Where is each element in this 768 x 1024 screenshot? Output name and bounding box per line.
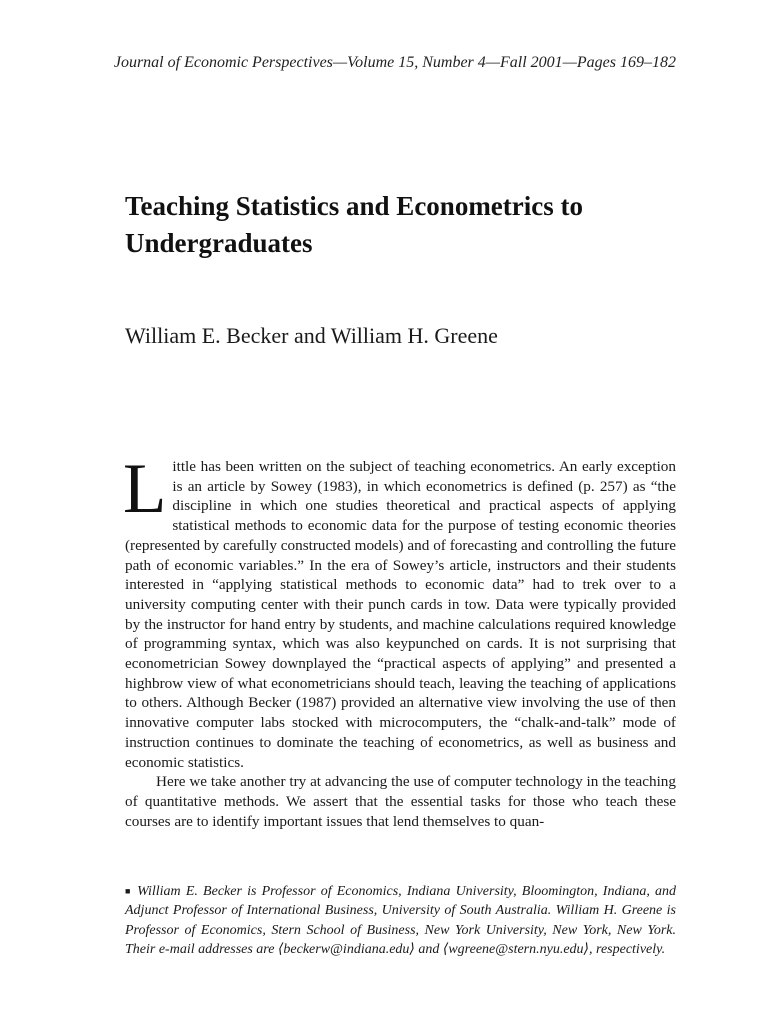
body-paragraph-2: Here we take another try at advancing the use of computer technology in the teaching of quantitative methods. We assert that the essential tasks for those who teach these courses are to identify important issues that lend themselves to quan- [125,773,676,830]
author-footnote [125,882,676,960]
body-paragraph-1-text: ittle has been written on the subject of teaching econometrics. An early exception is an article by Sowey (1983), in which econometrics is defined (p. 257) as “the discipline in which one studies theoretical and practical aspects of applying statistical methods to economic data for the purpose of testing economic theories (represented by carefully constructed models) and of forecasting and controlling the future path of economic variables.” In the era of Sowey’s article, instructors and their students interested in “applying statistical methods to economic data” had to trek over to a university computing center with their punch cards in tow. Data were typically provided by the instructor for hand entry by students, and machine calculations required knowledge of programming syntax, which was also keypunched on cards. It is not surprising that econometrician Sowey downplayed the “practical aspects of applying” and presented a highbrow view of what econometricians should teach, leaving the teaching of applications to others. Although Becker (1987) provided an alternative view involving the use of then innovative computer labs stocked with microcomputers, the “chalk-and-talk” mode of instruction continues to dominate the teaching of econometrics, as well as business and economic statistics. [125,458,676,771]
body-paragraph-1 [123,450,676,772]
footnote-marker: ■ [125,886,133,896]
footnote-text: William E. Becker is Professor of Economics, Indiana University, Bloomington, Indiana, and Adjunct Professor of International Business, University of South Australia. William H. Greene is Professor of Economics, Stern School of Business, New York University, New York, New York. Their e-mail addresses are ⟨beckerw@indiana.edu⟩ and ⟨wgreene@stern.nyu.edu⟩, respectively. [125,884,677,958]
journal-running-head: Journal of Economic Perspectives—Volume 15, Number 4—Fall 2001—Pages 169–182 [113,54,676,71]
article-body [123,450,676,831]
article-title: Teaching Statistics and Econometrics to Undergraduates [125,191,583,258]
article-authors: William E. Becker and William H. Greene [125,323,498,348]
drop-cap: L [123,450,167,528]
